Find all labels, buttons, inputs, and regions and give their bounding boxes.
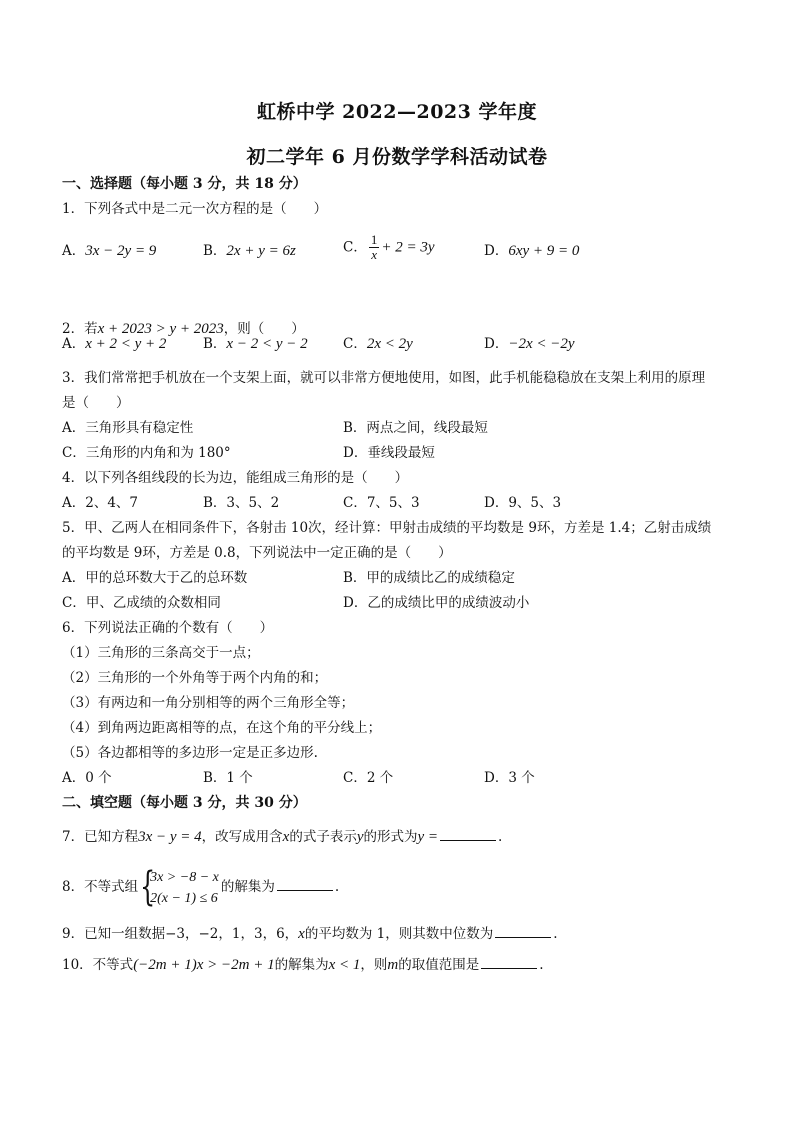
q6-item: （1）三角形的三条高交于一点； [62,645,260,661]
q6-item: （2）三角形的一个外角等于两个内角的和； [62,670,328,686]
q7-stem: 7．已知方程3x − y = 4，改写成用含x的式子表示y的形式为y = . [62,829,503,845]
q10-stem: 10．不等式(−2m + 1)x > −2m + 1的解集为x < 1，则m的取值范围是 . [62,957,544,973]
q1-option-d: D．6xy + 9 = 0 [484,243,580,259]
q7-answer-blank[interactable] [440,828,496,841]
q3-option-a: A．三角形具有稳定性 [62,420,194,436]
q1-option-c: C． $\frac{1}{x}$ + 2 = 3y [343,232,435,262]
exam-title-subject: 初二学年 6 月份数学学科活动试卷 [246,146,548,168]
q3-stem-line1: 3．我们常常把手机放在一个支架上面，就可以非常方便地使用，如图，此手机能稳稳放在支架上利用的原理 [62,370,706,386]
q2-stem: 2．若x + 2023 > y + 2023，则（ ） [62,321,305,337]
q5-stem-line2: 的平均数是 9环，方差是 0.8，下列说法中一定正确的是（ ） [62,545,452,561]
q6-option-a: A．0 个 [62,770,112,786]
q5-stem-line1: 5．甲、乙两人在相同条件下，各射击 10次，经计算：甲射击成绩的平均数是 9环，方差是 1.4；乙射击成绩 [62,520,712,536]
q6-stem: 6．下列说法正确的个数有（ ） [62,620,274,636]
q6-option-d: D．3 个 [484,770,535,786]
q1-stem: 1．下列各式中是二元一次方程的是（ ） [62,201,328,217]
q9-stem: 9．已知一组数据−3，−2，1，3，6，x的平均数为 1，则其数中位数为 . [62,926,558,942]
q3-option-c: C．三角形的内角和为 180° [62,445,231,461]
q6-option-c: C．2 个 [343,770,394,786]
q6-item: （5）各边都相等的多边形一定是正多边形. [62,745,318,761]
q5-option-d: D．乙的成绩比甲的成绩波动小 [343,595,530,611]
q10-answer-blank[interactable] [481,956,537,969]
section1-heading: 一、选择题（每小题 3 分，共 18 分） [62,176,307,192]
q5-option-c: C．甲、乙成绩的众数相同 [62,595,221,611]
q3-option-d: D．垂线段最短 [343,445,435,461]
q5-option-a: A．甲的总环数大于乙的总环数 [62,570,248,586]
q8-inequality-system: { 3x > −8 − x 2(x − 1) ≤ 6 [140,863,219,910]
q2-option-b: B．x − 2 < y − 2 [203,336,308,352]
q8-stem: 8．不等式组 { 3x > −8 − x 2(x − 1) ≤ 6 的解集为 . [62,863,340,910]
q9-answer-blank[interactable] [495,925,551,938]
section2-heading: 二、填空题（每小题 3 分，共 30 分） [62,795,307,811]
q4-option-a: A．2、4、7 [62,495,139,511]
q5-option-b: B．甲的成绩比乙的成绩稳定 [343,570,515,586]
q6-item: （3）有两边和一角分别相等的两个三角形全等； [62,695,355,711]
q6-option-b: B．1 个 [203,770,253,786]
q2-option-a: A．x + 2 < y + 2 [62,336,167,352]
q3-option-b: B．两点之间，线段最短 [343,420,488,436]
q1-option-a: A．3x − 2y = 9 [62,243,157,259]
q4-option-d: D．9、5、3 [484,495,562,511]
q2-option-c: C．2x < 2y [343,336,413,352]
q4-option-b: B．3、5、2 [203,495,280,511]
q6-item: （4）到角两边距离相等的点，在这个角的平分线上； [62,720,382,736]
q8-answer-blank[interactable] [277,878,333,891]
q2-option-d: D．−2x < −2y [484,336,575,352]
exam-title-school: 虹桥中学 2022—2023 学年度 [257,101,537,123]
q4-option-c: C．7、5、3 [343,495,420,511]
brace-icon: { [140,863,156,910]
q1-option-b: B．2x + y = 6z [203,243,296,259]
q4-stem: 4．以下列各组线段的长为边，能组成三角形的是（ ） [62,470,409,486]
q3-stem-line2: 是（ ） [62,395,130,411]
